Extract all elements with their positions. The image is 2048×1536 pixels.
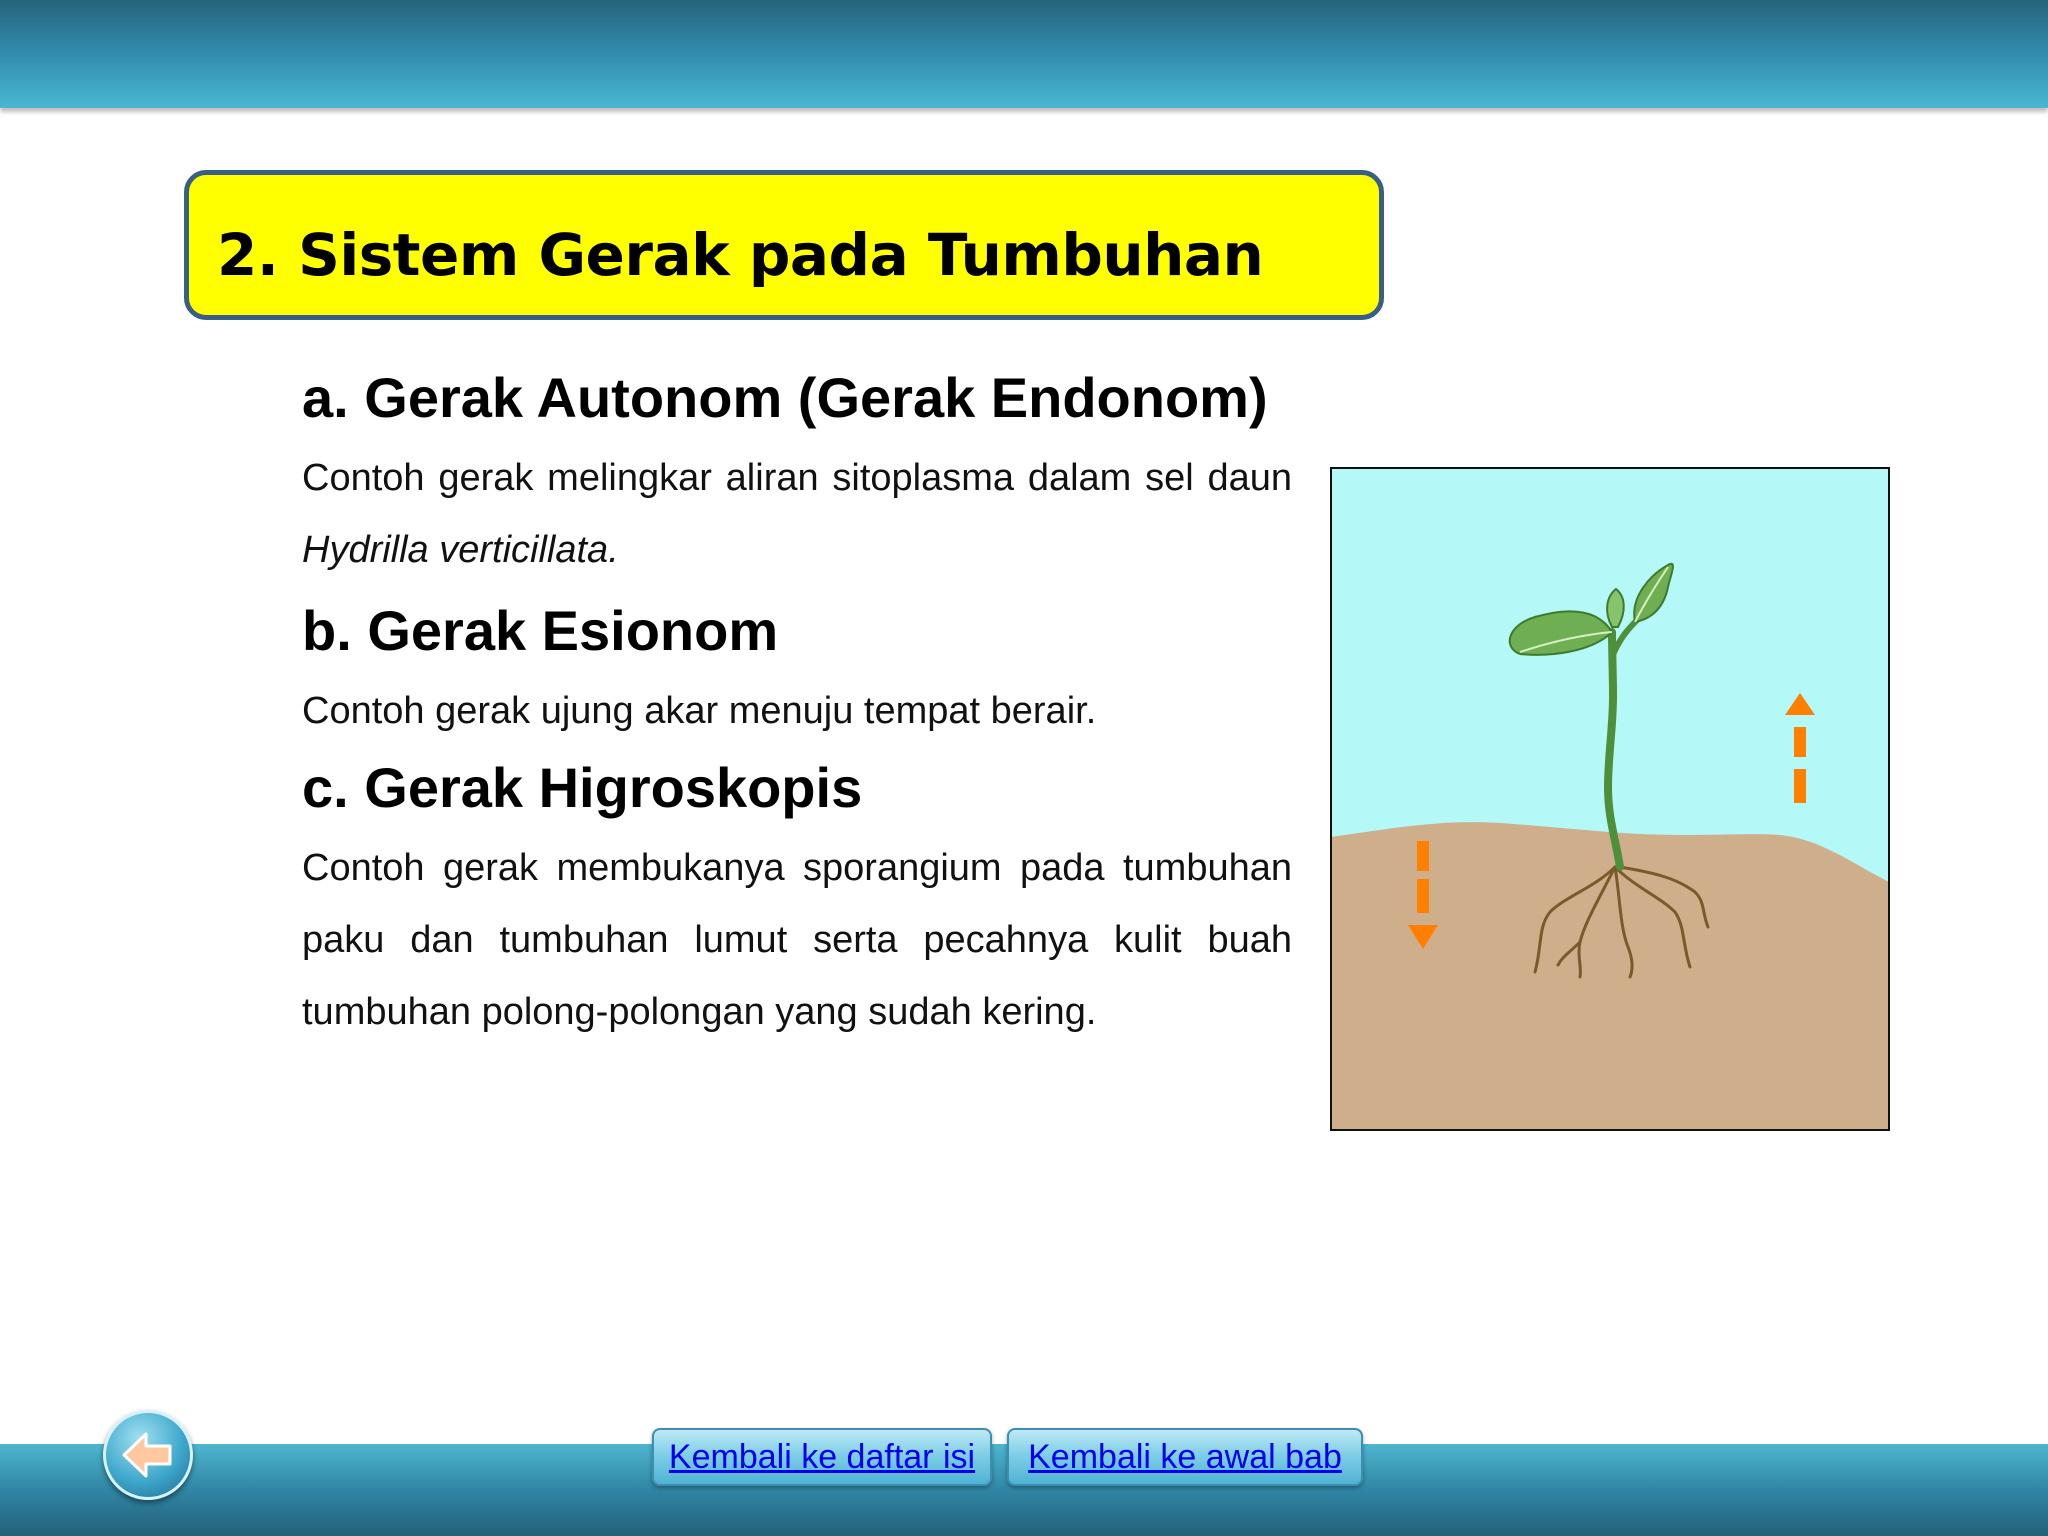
section-b-heading: b. Gerak Esionom (302, 599, 779, 662)
soil-ground (1331, 822, 1889, 1130)
plant-root-growth-illustration (1330, 467, 1890, 1131)
link-back-to-toc[interactable] (652, 1428, 992, 1486)
section-a-text (302, 442, 1292, 586)
link-back-to-chapter-start[interactable] (1007, 1428, 1363, 1486)
section-c-text: Contoh gerak membukanya sporangium pada tumbuhan paku dan tumbuhan lumut serta pecahnya kulit buah tumbuhan polong-polongan yang sudah kering. (302, 847, 1292, 1033)
section-b-text: Contoh gerak ujung akar menuju tempat berair. (302, 690, 1097, 732)
top-banner (0, 0, 2048, 108)
arrow-left-icon (122, 1431, 174, 1479)
title-box (184, 170, 1384, 320)
section-c-heading: c. Gerak Higroskopis (302, 756, 863, 819)
link-back-to-toc-label[interactable]: Kembali ke daftar isi (668, 1437, 976, 1476)
section-a-heading: a. Gerak Autonom (Gerak Endonom) (302, 366, 1268, 429)
link-back-to-chapter-start-label[interactable]: Kembali ke awal bab (1028, 1437, 1342, 1476)
back-button[interactable] (103, 1410, 193, 1500)
section-a-text-plain: Contoh gerak melingkar aliran sitoplasma dalam sel daun (302, 457, 1292, 499)
page-title: 2. Sistem Gerak pada Tumbuhan (217, 221, 1264, 289)
section-a-species-name: Hydrilla verticillata. (302, 529, 619, 571)
content-area (302, 365, 1292, 1048)
